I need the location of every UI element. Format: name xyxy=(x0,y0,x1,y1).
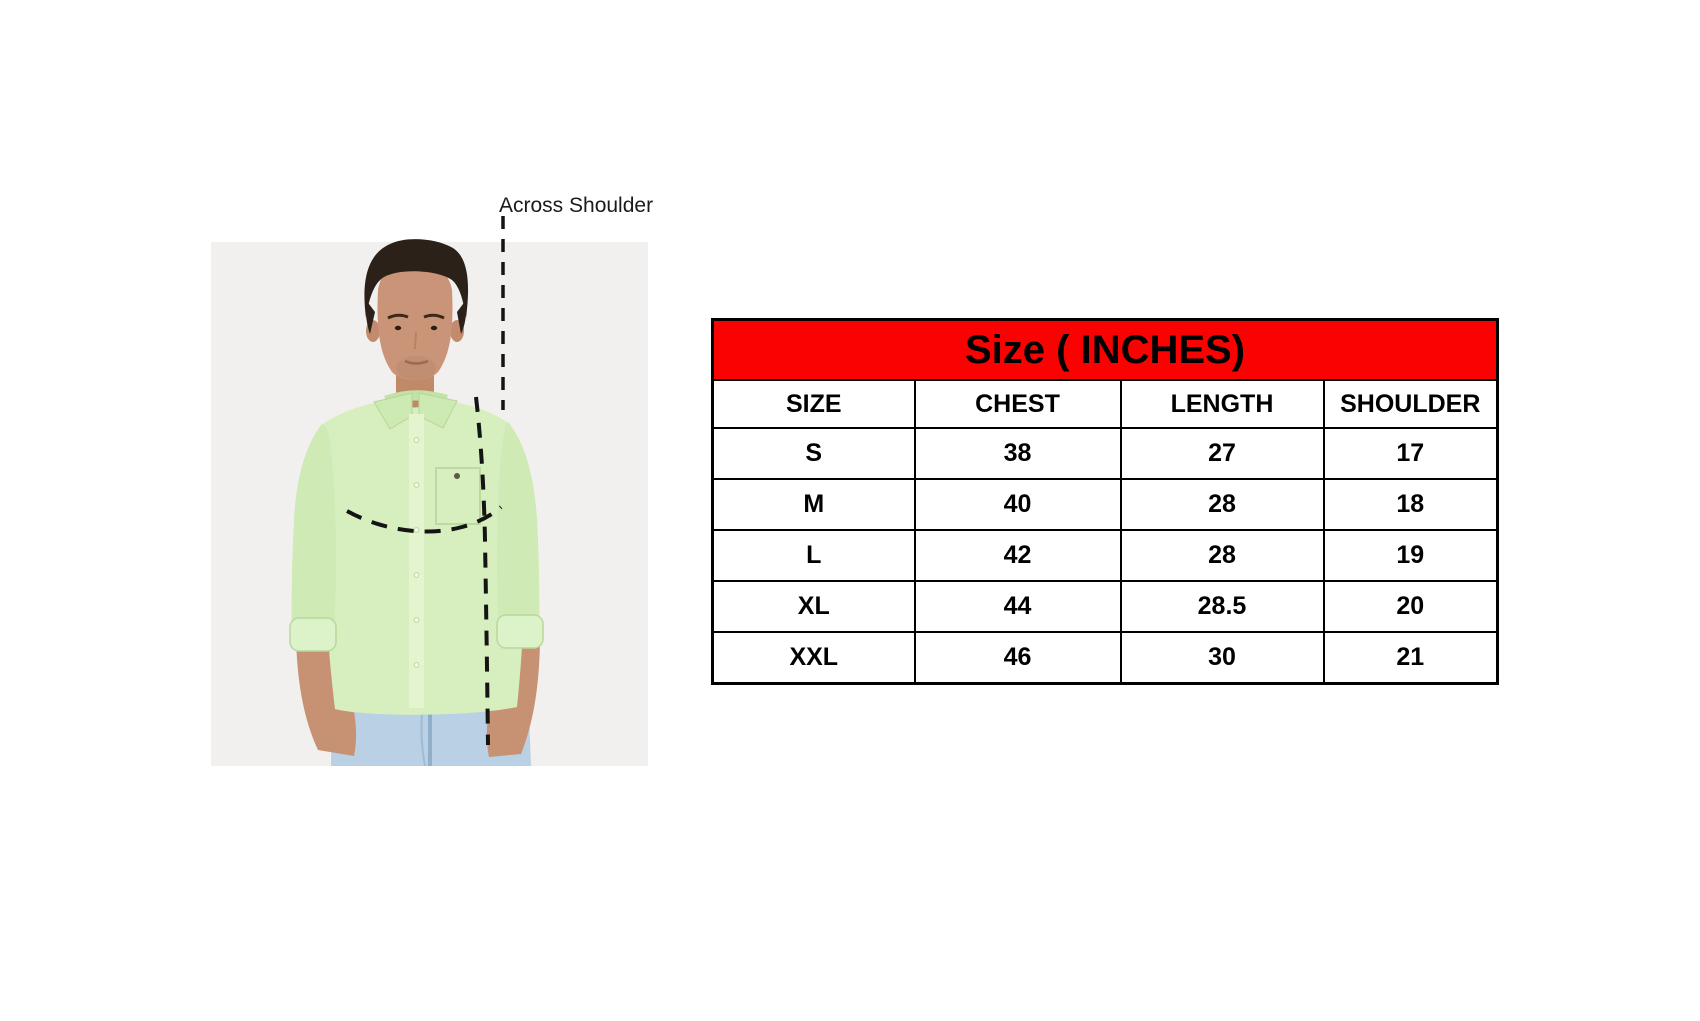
model-photo xyxy=(0,0,700,800)
table-title-row xyxy=(713,320,1498,381)
size-table xyxy=(711,318,1496,685)
table-cell: 46 xyxy=(915,632,1121,684)
column-header-shoulder: SHOULDER xyxy=(1324,380,1498,428)
table-cell: 27 xyxy=(1121,428,1324,479)
table-cell: 30 xyxy=(1121,632,1324,684)
table-row xyxy=(713,632,1498,684)
table-cell: 38 xyxy=(915,428,1121,479)
table-cell: 17 xyxy=(1324,428,1498,479)
table-cell: 40 xyxy=(915,479,1121,530)
table-cell: L xyxy=(713,530,915,581)
table-row xyxy=(713,479,1498,530)
table-cell: 21 xyxy=(1324,632,1498,684)
table-cell: 20 xyxy=(1324,581,1498,632)
column-header-length: LENGTH xyxy=(1121,380,1324,428)
column-header-size: SIZE xyxy=(713,380,915,428)
table-cell: M xyxy=(713,479,915,530)
across-shoulder-label: Across Shoulder xyxy=(499,194,654,217)
table-cell: 42 xyxy=(915,530,1121,581)
table-cell: 28 xyxy=(1121,479,1324,530)
table-cell: 19 xyxy=(1324,530,1498,581)
size-table-title: Size ( INCHES) xyxy=(713,320,1498,381)
table-cell: 28.5 xyxy=(1121,581,1324,632)
table-row xyxy=(713,428,1498,479)
table-cell: XL xyxy=(713,581,915,632)
table-cell: 18 xyxy=(1324,479,1498,530)
column-header-chest: CHEST xyxy=(915,380,1121,428)
table-cell: S xyxy=(713,428,915,479)
table-cell: 44 xyxy=(915,581,1121,632)
table-header-row xyxy=(713,380,1498,428)
table-row xyxy=(713,530,1498,581)
table-cell: 28 xyxy=(1121,530,1324,581)
table-cell: XXL xyxy=(713,632,915,684)
table-row xyxy=(713,581,1498,632)
